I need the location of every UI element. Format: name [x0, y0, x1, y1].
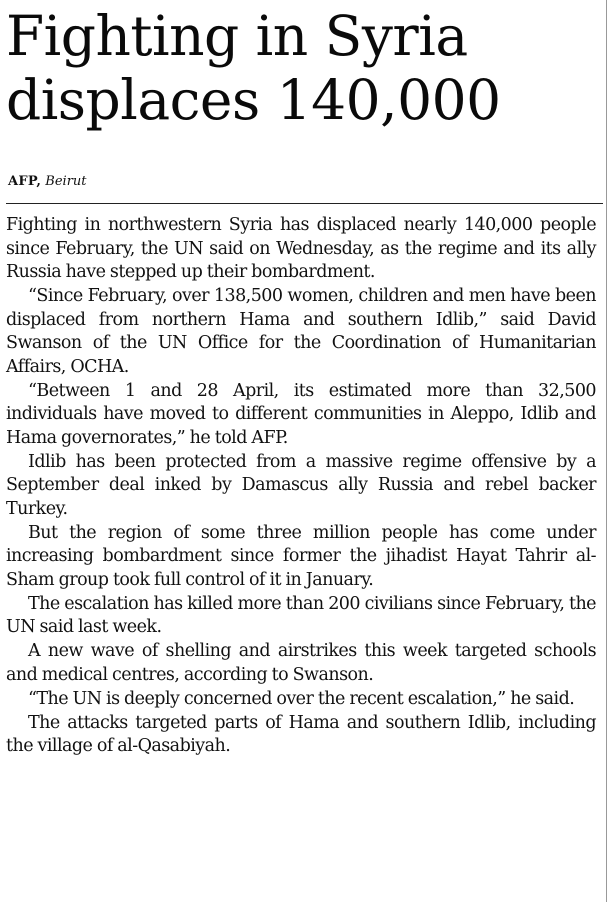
headline-divider [6, 203, 603, 204]
paragraph-6: The escalation has killed more than 200 civilians since February, the UN said last week. [6, 593, 596, 637]
column-edge-rule [606, 0, 607, 902]
paragraph-9: The attacks targeted parts of Hama and southern Idlib, including the village of al-Qasabiyah. [6, 712, 596, 756]
article-body [6, 214, 596, 759]
paragraph-2: “Since February, over 138,500 women, children and men have been displaced from northern Hama and southern Idlib,” said David Swanson of the UN Office for the Coordination of Humanitarian Affairs, OCHA. [6, 286, 596, 377]
byline [8, 174, 87, 190]
paragraph-7: A new wave of shelling and airstrikes this week targeted schools and medical centres, according to Swanson. [6, 641, 596, 685]
paragraph-4: Idlib has been protected from a massive regime offensive by a September deal inked by Damascus ally Russia and rebel backer Turkey. [6, 451, 596, 519]
byline-agency: AFP, [8, 174, 42, 189]
paragraph-1: Fighting in northwestern Syria has displaced nearly 140,000 people since February, the UN said on Wednesday, as the regime and its ally Russia have stepped up their bombardment. [6, 215, 596, 282]
paragraph-5: But the region of some three million people has come under increasing bombardment since former the jihadist Hayat Tahrir al-Sham group took full control of it in January. [6, 522, 596, 590]
byline-location: Beirut [45, 174, 87, 189]
paragraph-8: “The UN is deeply concerned over the recent escalation,” he said. [28, 688, 575, 709]
headline-line-2: displaces 140,000 [6, 68, 501, 132]
headline [6, 4, 604, 132]
paragraph-3: “Between 1 and 28 April, its estimated more than 32,500 individuals have moved to different communities in Aleppo, Idlib and Hama governorates,” he told AFP. [6, 380, 596, 448]
headline-line-1: Fighting in Syria [6, 4, 468, 68]
